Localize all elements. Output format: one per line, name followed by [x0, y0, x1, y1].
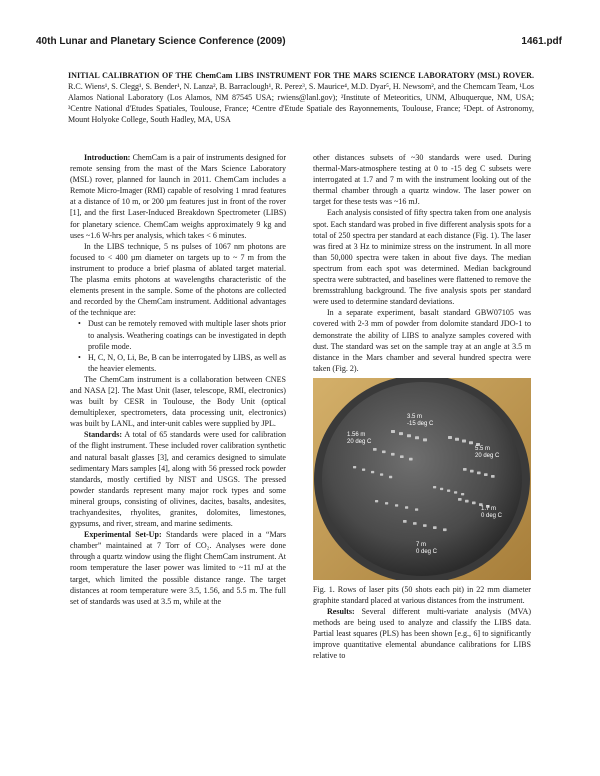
conference-name: 40th Lunar and Planetary Science Conference (2009) [36, 36, 286, 47]
left-column [70, 152, 286, 607]
laser-pit [413, 522, 417, 525]
figure-label: 3.5 m [407, 413, 423, 420]
paper-title: INITIAL CALIBRATION OF THE ChemCam LIBS INSTRUMENT FOR THE MARS SCIENCE LABORATORY (MSL) ROVER. [68, 71, 534, 80]
laser-pit [440, 488, 443, 490]
laser-pit [423, 438, 427, 441]
laser-pit [409, 458, 413, 461]
results-heading: Results: [327, 607, 355, 617]
laser-pit [470, 470, 474, 473]
laser-pit [391, 453, 395, 456]
intro-paragraph [70, 152, 286, 241]
laser-pit [403, 520, 407, 523]
laser-pit [407, 434, 411, 437]
laser-pit [375, 500, 378, 502]
laser-pit [391, 430, 395, 433]
setup-paragraph [70, 529, 286, 607]
page-id: 1461.pdf [521, 36, 562, 47]
list-item: • H, C, N, O, Li, Be, B can be interrogated by LIBS, as well as the heavier elements. [78, 352, 286, 374]
laser-pit [462, 439, 466, 442]
laser-pit [399, 432, 403, 435]
figure-label: 1.56 m [347, 431, 366, 438]
laser-pit [454, 491, 457, 493]
setup-heading: Experimental Set-Up: [84, 530, 162, 540]
laser-pit [484, 473, 488, 476]
standards-text: A total of 65 standards were used for calibration of the flight instrument. These included rover calibration synthetic and natural basalt glasses [3], and ceramics designed to simulate sedimentary Mars samples [4], along with 56 pressed rock powder standards, mostly certified by NIST and USGS. The pressed powder standards represent many major rock types and some mineral groups, consisting of olivines, dacites, basalts, andesites, trachyandesites, rhyolites, granites, dolomites, limestones, gypsums, and river, stream, and marine sediments. [70, 430, 286, 529]
analysis-paragraph: Each analysis consisted of fifty spectra taken from one analysis spot. Each standard was probed in five different analysis spots for a total of 250 spectra per standard at each distance (Fig. 1). The laser was fired at 3 Hz to minimize stress on the instrument. In all more than 50,000 spectra were taken in about five days. The median spectrum from each spot was determined. Median background spectra were subtracted, and baselines were flattened to remove the bremsstrahlung background. The five analysis spots per standard were used to determine standard deviations. [313, 208, 532, 307]
libs-paragraph: In the LIBS technique, 5 ns pulses of 1067 nm photons are focused to < 400 µm diameter on targets up to ~ 7 m from the instrument to produce a brief plasma of ablated target material. The plasma emits photons at wavelengths characteristic of the elements present in the sample. Some of the photons are collected and recorded by the ChemCam instrument. Additional advantages of the technique are: [70, 241, 286, 318]
intro-heading: Introduction: [84, 153, 131, 162]
figure-label: 20 deg C [475, 452, 500, 459]
basalt-paragraph: In a separate experiment, basalt standard GBW07105 was covered with 2-3 mm of powder from dolomite standard JDO-1 to demonstrate the ability of LIBS to analyze samples covered with dust. The standard was set on the sample tray at an angle at 3.5 m distance in the Mars chamber and several hundred spectra were taken (Fig. 2). [313, 308, 531, 373]
laser-pit [465, 500, 469, 503]
figure-label: 20 deg C [347, 438, 372, 445]
laser-pit [385, 502, 388, 504]
laser-pit [353, 466, 356, 468]
laser-pit [405, 506, 408, 508]
results-text: Several different multi-variate analysis (MVA) methods are being used to analyze and classify the LIBS data. Partial least squares (PLS) has been shown [e.g., 6] to significantly improve quantitative elemental abundance calibrations for LIBS relative to [313, 607, 531, 661]
laser-pit [433, 526, 437, 529]
laser-pit [458, 498, 462, 501]
continued-paragraph: other distances subsets of ~30 standards were used. During thermal-Mars-atmosphere testing at 0 to -15 deg C subsets were interrogated at 1.7 and 7 m with the instrument looking out of the thermal chamber through a quartz window. The laser power on target for these tests was ~16 mJ. [313, 153, 531, 207]
figure-label: 1.7 m [481, 505, 497, 512]
laser-pit [382, 450, 386, 453]
laser-pit [472, 501, 476, 504]
author-list: R.C. Wiens¹, S. Clegg¹, S. Bender¹, N. Lanza², B. Barraclough¹, R. Perez³, S. Maurice⁴, M.D. Dyar⁵, H. Newsom², and the Chemcam Team, ¹Los Alamos National Laboratory (Los Alamos, NM 87545 USA; rwiens@lanl.gov); ²Institute of Meteoritics, UNM, Albuquerque, NM, USA; ³Centre National d'Etudes Spatiales, Toulouse, France; ⁴Centre d'Etude Spatiale des Rayonnements, Toulouse, France; ⁵Dept. of Astronomy, Mount Holyoke College, South Hadley, MA, USA [68, 82, 534, 125]
advantages-list [78, 318, 286, 373]
laser-pit [415, 508, 418, 510]
figure-1-caption: Fig. 1. Rows of laser pits (50 shots each pit) in 22 mm diameter graphite standard placed at various distances from the instrument. [313, 584, 531, 605]
figure-label: -15 deg C [407, 420, 434, 427]
setup-text: Standards were placed in a “Mars chamber” maintained at 7 Torr of CO₂. Analyses were done through a quartz window using the flight ChemCam instrument. At room temperature the laser power was limited to ~11 mJ at the target, which limited the possible distance range. The target distances at room temperature were 3.5, 1.56, and 5.5 m. The full set of standards was used at 3.5 m, while at the [70, 530, 286, 606]
laser-pit [400, 455, 404, 458]
standards-paragraph [70, 429, 286, 529]
laser-pit [469, 441, 473, 444]
laser-pit [447, 489, 450, 491]
laser-pit [463, 468, 467, 471]
figure-1-photo [313, 378, 531, 580]
laser-pit [433, 486, 436, 488]
laser-pit [443, 528, 447, 531]
results-paragraph [313, 606, 531, 661]
laser-pit [373, 448, 377, 451]
running-header [36, 36, 562, 47]
laser-pit [448, 436, 452, 439]
figure-label: 7 m [416, 541, 427, 548]
laser-pit [380, 473, 383, 475]
list-item: • Dust can be remotely removed with multiple laser shots prior to analysis. Weathering coatings can be investigated in depth profile mode. [78, 318, 286, 351]
figure-label: 5.5 m [475, 445, 491, 452]
laser-pit [389, 476, 392, 478]
figure-label: 0 deg C [416, 548, 438, 555]
laser-pit [455, 438, 459, 441]
laser-pit [362, 468, 365, 470]
intro-text: ChemCam is a pair of instruments designed for remote sensing from the mast of the Mars Science Laboratory (MSL) rover, planned for launch in 2011. ChemCam includes a Remote Micro-Imager (RMI) capable of resolving 1 mrad features at a distance of 10 m, or 200 µm features just in front of the rover [1], and the first Laser-Induced Breakdown Spectrometer (LIBS) for planetary science. ChemCam weighs approximately 9 kg and uses ~1.6 W-hrs per analysis, which takes < 6 minutes. [70, 153, 286, 240]
laser-pit [477, 471, 481, 474]
laser-pit [491, 475, 495, 478]
laser-pit [415, 436, 419, 439]
laser-pit [395, 504, 398, 506]
laser-pit [461, 493, 464, 495]
standards-heading: Standards: [84, 430, 123, 440]
laser-pit [371, 471, 374, 473]
laser-pit [423, 524, 427, 527]
collaboration-paragraph: The ChemCam instrument is a collaboration between CNES and NASA [2]. The Mast Unit (laser, telescope, RMI, electronics) was built by CESR in Toulouse, the Body Unit (optical demultiplexer, spectrometers, data processing unit, electronics) was built by LANL, and inter-unit cables were supplied by JPL. [70, 374, 286, 429]
graphite-standard-photo [313, 378, 531, 580]
figure-label: 0 deg C [481, 512, 503, 519]
right-column [313, 152, 531, 662]
title-block [68, 70, 534, 125]
